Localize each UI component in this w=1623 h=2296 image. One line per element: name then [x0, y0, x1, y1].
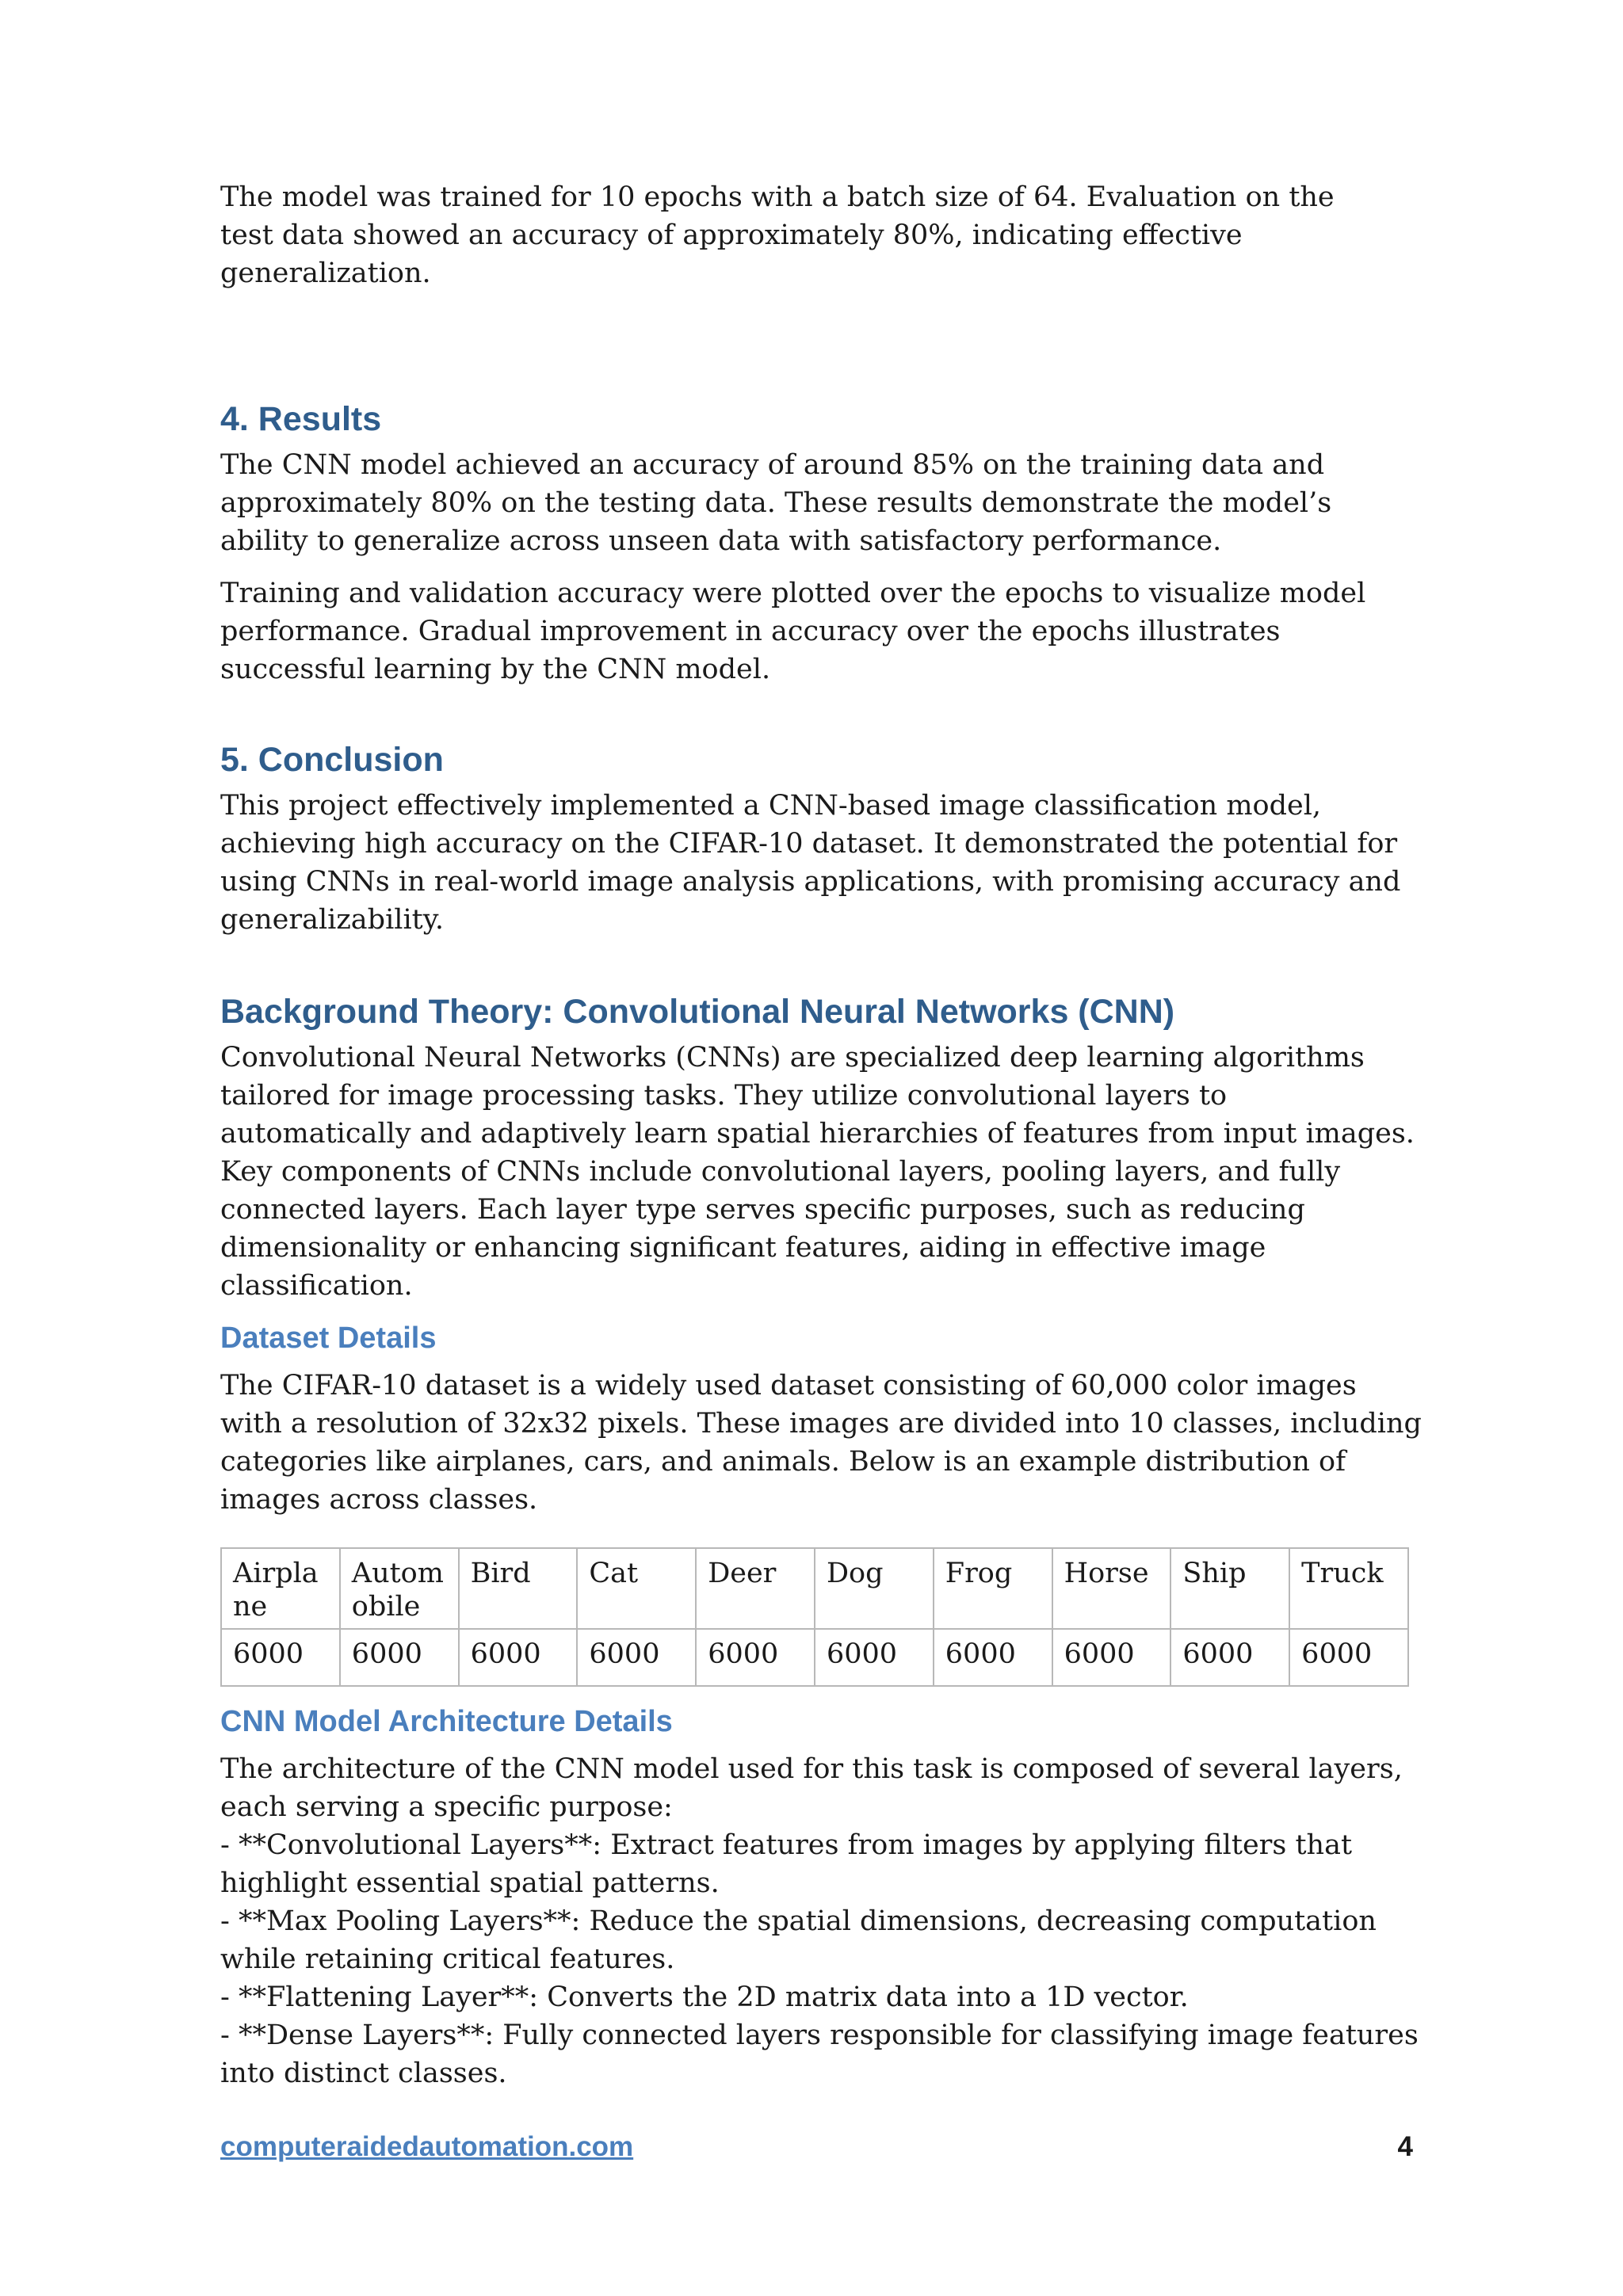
table-cell: 6000 [696, 1629, 815, 1686]
table-cell: 6000 [459, 1629, 578, 1686]
table-header-cell: Dog [815, 1548, 934, 1629]
results-paragraph-1: The CNN model achieved an accuracy of around 85% on the training data and approximately 80% on the testing data. These results demonstrate the model’s ability to generalize across unseen data with satisfactory performance. [220, 449, 1332, 557]
table-header-cell: Automobile [340, 1548, 459, 1629]
table-header-row [221, 1548, 1408, 1629]
background-heading: Background Theory: Convolutional Neural Networks (CNN) [220, 993, 1175, 1031]
background-paragraph: Convolutional Neural Networks (CNNs) are specialized deep learning algorithms tailored for image processing tasks. They utilize convolutional layers to automatically and adaptively learn spatial hierarchies of features from input images. Key components of CNNs include convolutional layers, pooling layers, and fully connected layers. Each layer type serves specific purposes, such as reducing dimensionality or enhancing significant features, aiding in effective image classification. [220, 1042, 1415, 1302]
table-cell: 6000 [1289, 1629, 1408, 1686]
table-cell: 6000 [1052, 1629, 1171, 1686]
conclusion-paragraph: This project effectively implemented a CNN-based image classification model, achieving high accuracy on the CIFAR-10 dataset. It demonstrated the potential for using CNNs in real-world image analysis applications, with promising accuracy and generalizability. [220, 790, 1401, 936]
list-item: - **Max Pooling Layers**: Reduce the spatial dimensions, decreasing computation while retaining critical features. [220, 1905, 1377, 1975]
architecture-heading: CNN Model Architecture Details [220, 1705, 673, 1738]
list-item: - **Flattening Layer**: Converts the 2D matrix data into a 1D vector. [220, 1981, 1189, 2013]
table-cell: 6000 [340, 1629, 459, 1686]
table-cell: 6000 [1170, 1629, 1289, 1686]
dataset-paragraph: The CIFAR-10 dataset is a widely used dataset consisting of 60,000 color images with a resolution of 32x32 pixels. These images are divided into 10 classes, including categories like airplanes, cars, and animals. Below is an example distribution of images across classes. [220, 1370, 1422, 1516]
footer-website-link[interactable]: computeraidedautomation.com [220, 2131, 634, 2162]
table-header-cell: Deer [696, 1548, 815, 1629]
architecture-text [220, 1750, 1425, 2092]
conclusion-heading: 5. Conclusion [220, 741, 444, 779]
table-row [221, 1629, 1408, 1686]
architecture-intro: The architecture of the CNN model used for this task is composed of several layers, each serving a specific purpose: [220, 1753, 1403, 1823]
table-header-cell: Frog [934, 1548, 1052, 1629]
intro-paragraph: The model was trained for 10 epochs with a batch size of 64. Evaluation on the test data showed an accuracy of approximately 80%, indicating effective generalization. [220, 181, 1335, 289]
table-cell: 6000 [577, 1629, 696, 1686]
results-paragraph-2: Training and validation accuracy were plotted over the epochs to visualize model performance. Gradual improvement in accuracy over the epochs illustrates successful learning by the CNN model. [220, 578, 1366, 685]
table-header-cell: Truck [1289, 1548, 1408, 1629]
table-header-cell: Cat [577, 1548, 696, 1629]
table-cell: 6000 [221, 1629, 340, 1686]
table-cell: 6000 [934, 1629, 1052, 1686]
page-number: 4 [1397, 2131, 1413, 2162]
table-cell: 6000 [815, 1629, 934, 1686]
table-header-cell: Horse [1052, 1548, 1171, 1629]
list-item: - **Convolutional Layers**: Extract features from images by applying filters that highlight essential spatial patterns. [220, 1829, 1353, 1899]
results-heading: 4. Results [220, 400, 382, 438]
dataset-heading: Dataset Details [220, 1322, 437, 1355]
table-header-cell: Bird [459, 1548, 578, 1629]
table-header-cell: Airplane [221, 1548, 340, 1629]
table-header-cell: Ship [1170, 1548, 1289, 1629]
list-item: - **Dense Layers**: Fully connected layers responsible for classifying image features into distinct classes. [220, 2019, 1419, 2089]
class-distribution-table [220, 1547, 1409, 1687]
page-content [220, 178, 1425, 2092]
